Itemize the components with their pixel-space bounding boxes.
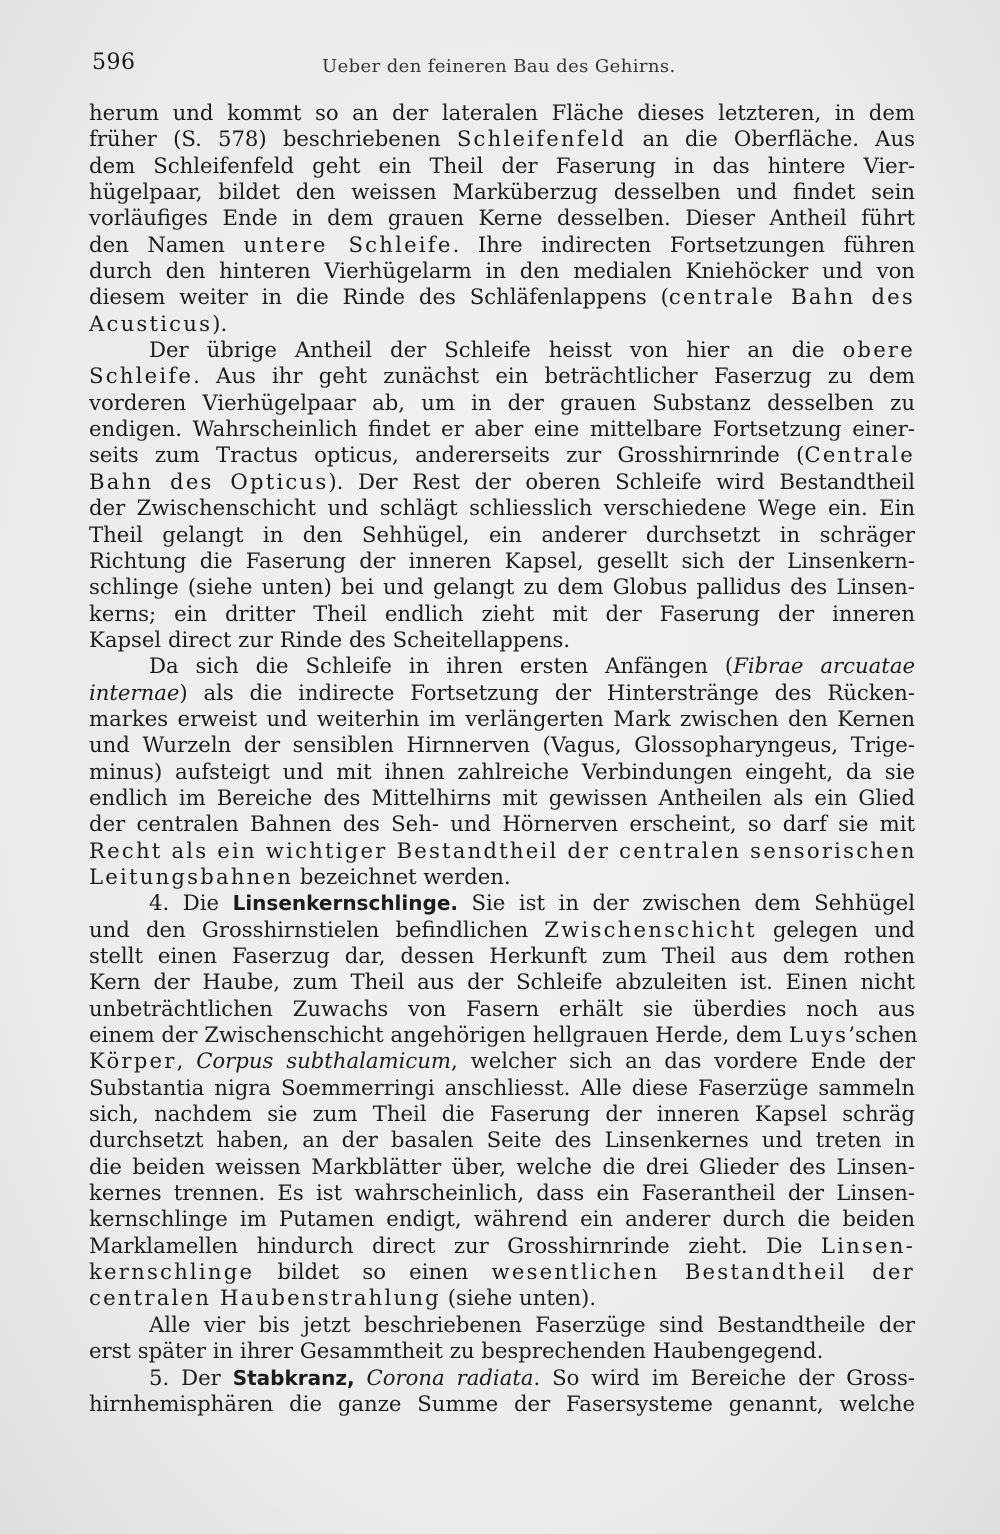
text-line: [89, 1180, 915, 1206]
text-segment: Luys: [788, 1022, 849, 1048]
text-segment: Theil gelangt in den Sehhügel, ein anderer durchsetzt in schräger: [89, 521, 915, 547]
text-line: [89, 1075, 915, 1101]
text-segment: . So wird im Bereiche der Gross-: [533, 1364, 915, 1390]
text-segment: centrale Bahn des: [668, 284, 915, 310]
text-line: [89, 548, 915, 574]
text-segment: Richtung die Faserung der inneren Kapsel, gesellt sich der Linsenkern-: [89, 547, 915, 573]
text-line: [89, 205, 915, 231]
text-line: [89, 153, 915, 179]
text-segment: die beiden weissen Markblätter über, welche die drei Glieder des Linsen-: [89, 1153, 915, 1179]
text-line: [89, 126, 915, 152]
text-segment: Substantia nigra Soemmerringi anschliesst. Alle diese Faserzüge sammeln: [89, 1074, 915, 1100]
text-segment: Linsen-: [820, 1232, 915, 1258]
text-line: [89, 495, 915, 521]
text-line: [89, 179, 915, 205]
text-segment: bildet so einen: [254, 1259, 492, 1285]
text-segment: Da sich die Schleife in ihren ersten Anfängen (: [149, 653, 734, 679]
text-segment: der centralen Bahnen des Seh- und Hörnerven erscheint, so darf sie mit: [89, 811, 915, 837]
text-line: [89, 653, 915, 679]
text-segment: Kern der Haube, zum Theil aus der Schleife abzuleiten ist. Einen nicht: [89, 969, 915, 995]
text-segment: Marklamellen hindurch direct zur Grosshirnrinde zieht. Die: [89, 1232, 821, 1258]
text-segment: dem Schleifenfeld geht ein Theil der Faserung in das hintere Vier-: [89, 152, 915, 178]
text-line: [89, 232, 915, 258]
text-line: [89, 811, 915, 837]
text-segment: untere Schleife: [243, 231, 453, 257]
text-line: [89, 100, 915, 126]
text-line: [89, 1233, 915, 1259]
text-segment: Corpus subthalamicum: [196, 1048, 451, 1074]
text-line: [89, 416, 915, 442]
text-line: [89, 1048, 915, 1074]
text-segment: seits zum Tractus opticus, andererseits zur Grosshirnrinde (: [89, 442, 805, 468]
text-segment: Alle vier bis jetzt beschriebenen Faserzüge sind Bestandtheile der: [149, 1311, 915, 1337]
text-segment: vorläufiges Ende in dem grauen Kerne desselben. Dieser Antheil führt: [89, 205, 915, 231]
text-line: [89, 311, 915, 337]
text-segment: den Namen: [89, 231, 244, 257]
text-segment: centralen Haubenstrahlung: [89, 1285, 441, 1311]
text-segment: und den Grosshirnstielen befindlichen: [89, 916, 545, 942]
text-segment: Recht als ein wichtiger Bestandtheil der centralen sensorischen: [89, 837, 917, 863]
text-line: [89, 864, 915, 890]
running-title: Ueber den feineren Bau des Gehirns.: [322, 56, 676, 77]
text-segment: hirnhemisphären die ganze Summe der Fasersysteme genannt, welche: [89, 1390, 915, 1416]
text-line: [89, 1101, 915, 1127]
text-line: [89, 785, 915, 811]
text-segment: obere: [842, 337, 915, 363]
text-line: [89, 1285, 915, 1311]
text-segment: bezeichnet werden.: [293, 863, 511, 889]
text-segment: Fibrae arcuatae: [733, 653, 915, 679]
text-segment: unbeträchtlichen Zuwachs von Fasern erhält sie überdies noch aus: [89, 995, 915, 1021]
text-segment: hügelpaar, bildet den weissen Marküberzug desselben und findet sein: [89, 179, 915, 205]
text-line: [89, 969, 915, 995]
text-segment: endlich im Bereiche des Mittelhirns mit gewissen Antheilen als ein Glied: [89, 784, 915, 810]
text-segment: Schleifenfeld: [456, 126, 627, 152]
text-segment: vorderen Vierhügelpaar ab, um in der grauen Substanz desselben zu: [89, 389, 915, 415]
text-line: [89, 1022, 918, 1048]
text-segment: 5. Der: [149, 1364, 233, 1390]
text-segment: , welcher sich an das vordere Ende der: [450, 1048, 915, 1074]
text-segment: Acusticus: [89, 310, 213, 336]
text-line: [89, 917, 915, 943]
text-segment: wesentlichen Bestandtheil der: [491, 1259, 915, 1285]
text-line: [89, 284, 915, 310]
text-segment: sich, nachdem sie zum Theil die Faserung der inneren Kapsel schräg: [89, 1101, 915, 1127]
text-line: [89, 759, 915, 785]
text-segment: Sie ist in der zwischen dem Sehhügel: [457, 890, 915, 916]
text-segment: Corona radiata: [366, 1364, 534, 1390]
text-segment: an die Oberfläche. Aus: [626, 126, 915, 152]
text-line: [89, 258, 915, 284]
text-segment: Centrale: [804, 442, 915, 468]
text-segment: . Ihre indirecten Fortsetzungen führen: [452, 231, 915, 257]
text-line: [89, 943, 915, 969]
text-line: [89, 1206, 915, 1232]
text-line: [89, 442, 915, 468]
text-line: [89, 838, 915, 864]
text-segment: minus) aufsteigt und mit ihnen zahlreiche Verbindungen eingeht, da sie: [89, 758, 915, 784]
text-line: [89, 1127, 915, 1153]
text-segment: ).: [212, 310, 228, 336]
text-segment: Zwischenschicht: [544, 916, 757, 942]
text-segment: internae: [89, 679, 180, 705]
text-segment: schlinge (siehe unten) bei und gelangt zu dem Globus pallidus des Linsen-: [89, 574, 915, 600]
text-segment: ). Der Rest der oberen Schleife wird Bestandtheil: [328, 468, 915, 494]
text-segment: Kapsel direct zur Rinde des Scheitellappens.: [89, 626, 571, 652]
text-segment: endigen. Wahrscheinlich findet er aber eine mittelbare Fortsetzung einer-: [89, 416, 915, 442]
text-segment: kernschlinge im Putamen endigt, während ein anderer durch die beiden: [89, 1206, 915, 1232]
text-segment: Leitungsbahnen: [89, 863, 294, 889]
text-line: [89, 574, 915, 600]
text-segment: [355, 1365, 367, 1390]
text-segment: Schleife: [89, 363, 194, 389]
text-line: [89, 890, 915, 916]
text-segment: herum und kommt so an der lateralen Fläche dieses letzteren, in dem: [89, 100, 915, 125]
text-line: [89, 1391, 915, 1417]
text-line: [89, 601, 915, 627]
page-number: 596: [92, 50, 136, 75]
text-segment: markes erweist und weiterhin im verlängerten Mark zwischen den Kernen: [89, 705, 915, 731]
text-line: [89, 363, 915, 389]
text-segment: Körper: [89, 1048, 177, 1074]
text-segment: Stabkranz,: [232, 1365, 355, 1390]
text-segment: . Aus ihr geht zunächst ein beträchtlicher Faserzug zu dem: [193, 363, 915, 389]
text-line: [89, 522, 915, 548]
text-segment: früher (S. 578) beschriebenen: [89, 126, 457, 152]
text-segment: einem der Zwischenschicht angehörigen hellgrauen Herde, dem: [89, 1022, 789, 1048]
text-segment: durch den hinteren Vierhügelarm in den medialen Kniehöcker und von: [89, 258, 915, 284]
text-line: [89, 706, 915, 732]
text-segment: Bahn des Opticus: [89, 468, 329, 494]
text-segment: und Wurzeln der sensiblen Hirnnerven (Vagus, Glossopharyngeus, Trige-: [89, 732, 915, 758]
text-line: [89, 732, 915, 758]
text-segment: ,: [176, 1048, 197, 1074]
text-line: [89, 627, 915, 653]
text-segment: kerns; ein dritter Theil endlich zieht mit der Faserung der inneren: [89, 600, 915, 626]
text-segment: diesem weiter in die Rinde des Schläfenlappens (: [89, 284, 669, 310]
page-header: [90, 50, 912, 90]
text-segment: stellt einen Faserzug dar, dessen Herkunft zum Theil aus dem rothen: [89, 943, 915, 968]
text-line: [89, 1365, 915, 1391]
text-line: [89, 1338, 915, 1364]
text-segment: ) als die indirecte Fortsetzung der Hinterstränge des Rücken-: [179, 679, 915, 705]
text-segment: kernschlinge: [89, 1259, 255, 1285]
text-line: [89, 1312, 915, 1338]
text-segment: gelegen und: [756, 916, 915, 942]
text-line: [89, 1154, 915, 1180]
text-segment: 4. Die: [149, 890, 233, 916]
text-segment: kernes trennen. Es ist wahrscheinlich, dass ein Faserantheil der Linsen-: [89, 1180, 915, 1206]
text-line: [89, 337, 915, 363]
text-line: [89, 996, 915, 1022]
text-line: [89, 680, 915, 706]
text-segment: erst später in ihrer Gesammtheit zu besprechenden Haubengegend.: [89, 1338, 824, 1364]
text-line: [89, 1259, 915, 1285]
text-segment: ’schen: [848, 1022, 918, 1048]
text-segment: Der übrige Antheil der Schleife heisst von hier an die: [149, 337, 843, 363]
text-segment: Linsenkernschlinge.: [232, 891, 458, 916]
text-line: [89, 390, 915, 416]
text-segment: der Zwischenschicht und schlägt schliesslich verschiedene Wege ein. Ein: [89, 495, 915, 521]
text-segment: (siehe unten).: [440, 1285, 597, 1311]
text-segment: durchsetzt haben, an der basalen Seite des Linsenkernes und treten in: [89, 1127, 915, 1153]
text-line: [89, 469, 915, 495]
body-text: [89, 100, 918, 1417]
